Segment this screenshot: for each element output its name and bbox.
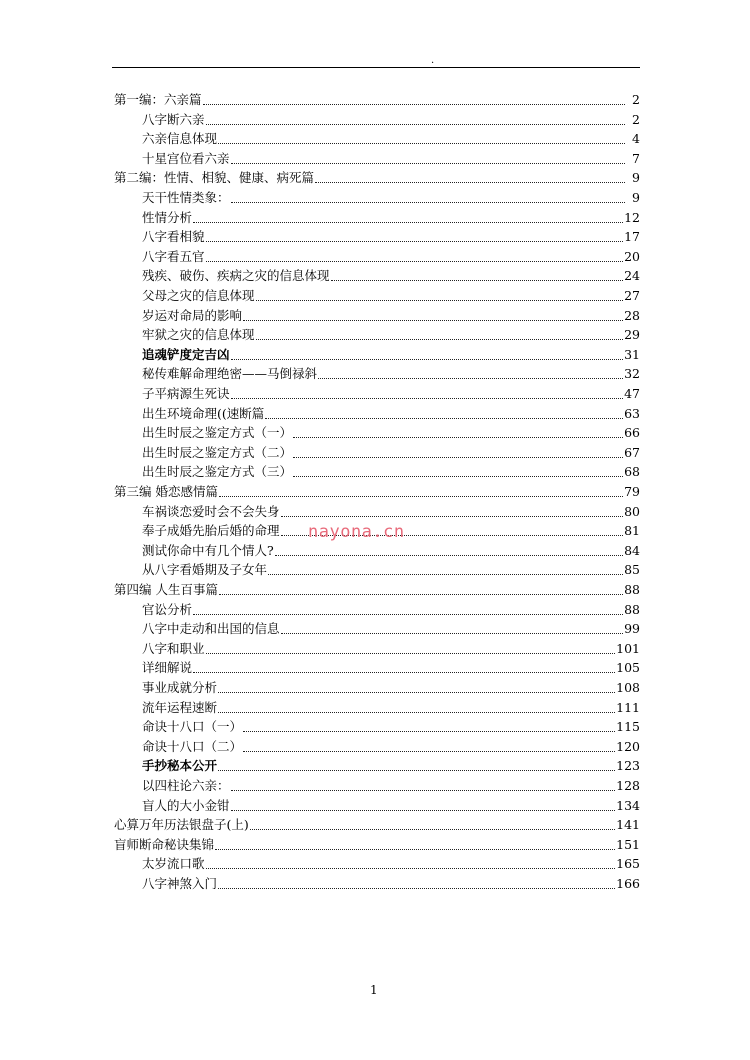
- toc-leader-dots: [281, 516, 624, 517]
- toc-entry[interactable]: [142, 382, 640, 402]
- toc-entry-page: 29: [624, 327, 640, 343]
- toc-entry-title: 车祸谈恋爱时会不会失身: [142, 503, 280, 519]
- toc-entry[interactable]: [142, 617, 640, 637]
- toc-entry-page: 79: [624, 484, 640, 499]
- toc-leader-dots: [275, 555, 623, 556]
- toc-entry[interactable]: [142, 284, 640, 304]
- toc-leader-dots: [231, 359, 624, 360]
- toc-entry-page: 68: [624, 464, 640, 480]
- toc-leader-dots: [265, 418, 623, 419]
- toc-entry-page: 120: [616, 738, 640, 754]
- watermark: nayona.cn: [308, 522, 405, 542]
- toc-entry-title: 第四编 人生百事篇: [114, 582, 218, 597]
- toc-entry[interactable]: [114, 88, 640, 108]
- toc-leader-dots: [331, 280, 624, 281]
- toc-leader-dots: [218, 712, 615, 713]
- toc-entry-page: 47: [624, 386, 640, 401]
- toc-entry[interactable]: [142, 421, 640, 441]
- page-number: 1: [370, 983, 378, 997]
- toc-entry-page: 20: [624, 248, 640, 264]
- toc-leader-dots: [206, 261, 624, 262]
- toc-entry-title: 子平病源生死诀: [142, 386, 230, 401]
- toc-entry-title: 第二编：性情、相貌、健康、病死篇: [114, 170, 315, 186]
- toc-entry-page: 108: [616, 680, 640, 695]
- toc-entry-page: 88: [624, 601, 640, 617]
- toc-leader-dots: [293, 457, 623, 458]
- toc-leader-dots: [243, 320, 623, 321]
- toc-entry-title: 出生时辰之鉴定方式（三）: [142, 464, 293, 480]
- toc-leader-dots: [243, 731, 615, 732]
- toc-entry-title: 六亲信息体现: [142, 131, 218, 147]
- toc-entry-title: 秘传难解命理绝密——马倒禄斜: [142, 366, 318, 382]
- toc-entry-page: 111: [616, 699, 640, 715]
- header-rule: [112, 67, 640, 68]
- toc-entry[interactable]: [142, 343, 640, 363]
- toc-entry-page: 9: [632, 190, 640, 205]
- toc-entry-title: 盲人的大小金钳: [142, 797, 230, 813]
- toc-entry-page: 31: [624, 346, 640, 362]
- toc-leader-dots: [193, 222, 623, 223]
- toc-entry[interactable]: [142, 715, 640, 735]
- toc-leader-dots: [193, 614, 623, 615]
- toc-entry[interactable]: [142, 558, 640, 578]
- toc-entry-page: 7: [632, 150, 640, 166]
- toc-entry-title: 出生时辰之鉴定方式（二）: [142, 444, 293, 460]
- toc-entry-page: 9: [632, 170, 640, 186]
- toc-entry-title: 手抄秘本公开: [142, 758, 218, 774]
- toc-entry-page: 101: [616, 640, 640, 656]
- toc-entry-title: 第三编 婚恋感情篇: [114, 484, 218, 499]
- toc-entry[interactable]: [142, 402, 640, 422]
- toc-entry[interactable]: [142, 696, 640, 716]
- toc-leader-dots: [218, 888, 615, 889]
- toc-entry[interactable]: [142, 127, 640, 147]
- toc-entry[interactable]: [142, 598, 640, 618]
- toc-entry-page: 4: [632, 131, 640, 147]
- toc-entry-title: 命诀十八口（一）: [142, 719, 243, 735]
- toc-entry-page: 12: [624, 209, 640, 225]
- toc-entry-page: 166: [616, 876, 640, 891]
- toc-entry-title: 测试你命中有几个情人?: [142, 542, 274, 558]
- toc-entry[interactable]: [142, 774, 640, 794]
- toc-entry-title: 性情分析: [142, 209, 193, 225]
- toc-leader-dots: [193, 672, 615, 673]
- toc-leader-dots: [206, 124, 625, 125]
- toc-entry-title: 十星宫位看六亲: [142, 150, 230, 166]
- toc-entry-title: 心算万年历法银盘子(上): [114, 817, 249, 833]
- toc-leader-dots: [215, 849, 615, 850]
- toc-entry-title: 奉子成婚先胎后婚的命理: [142, 523, 280, 539]
- toc-entry-title: 以四柱论六亲：: [142, 778, 230, 793]
- toc-entry[interactable]: [142, 186, 640, 206]
- toc-leader-dots: [256, 300, 624, 301]
- toc-entry-title: 牢狱之灾的信息体现: [142, 327, 255, 343]
- toc-leader-dots: [206, 241, 624, 242]
- toc-entry-page: 165: [616, 856, 640, 872]
- toc-entry[interactable]: [114, 578, 640, 598]
- toc-entry-title: 官讼分析: [142, 601, 193, 617]
- toc-entry[interactable]: [142, 754, 640, 774]
- toc-entry-title: 八字和职业: [142, 640, 205, 656]
- toc-leader-dots: [293, 437, 623, 438]
- toc-entry-page: 27: [624, 288, 640, 303]
- toc-entry[interactable]: [114, 833, 640, 853]
- toc-leader-dots: [218, 770, 615, 771]
- toc-entry-page: 141: [616, 817, 640, 833]
- toc-entry-page: 99: [624, 621, 640, 637]
- toc-entry-title: 出生时辰之鉴定方式（一）: [142, 425, 293, 441]
- toc-leader-dots: [293, 476, 623, 477]
- toc-leader-dots: [268, 574, 623, 575]
- toc-entry[interactable]: [142, 441, 640, 461]
- toc-entry-page: 17: [624, 229, 640, 245]
- toc-entry[interactable]: [142, 225, 640, 245]
- toc-entry-title: 八字神煞入门: [142, 876, 218, 891]
- toc-leader-dots: [315, 182, 625, 183]
- toc-entry[interactable]: [142, 500, 640, 520]
- toc-entry-page: 80: [624, 503, 640, 519]
- toc-entry[interactable]: [142, 676, 640, 696]
- toc-entry-page: 32: [624, 366, 640, 382]
- toc-entry[interactable]: [142, 872, 640, 892]
- toc-entry-page: 67: [624, 444, 640, 460]
- toc-entry-title: 详细解说: [142, 660, 193, 676]
- toc-entry-page: 24: [624, 268, 640, 284]
- toc-entry[interactable]: [142, 794, 640, 814]
- toc-entry-title: 岁运对命局的影响: [142, 307, 243, 323]
- toc-entry-title: 盲师断命秘诀集锦: [114, 836, 215, 852]
- toc-entry[interactable]: [142, 735, 640, 755]
- toc-entry[interactable]: [142, 304, 640, 324]
- toc-entry[interactable]: [142, 323, 640, 343]
- toc-entry[interactable]: [114, 166, 640, 186]
- toc-entry-title: 第一编：六亲篇: [114, 92, 202, 107]
- toc-leader-dots: [218, 143, 625, 144]
- toc-entry-page: 63: [624, 405, 640, 421]
- toc-entry-page: 2: [632, 92, 640, 107]
- toc-entry[interactable]: [142, 206, 640, 226]
- toc-entry-title: 事业成就分析: [142, 680, 218, 695]
- toc-leader-dots: [250, 829, 615, 830]
- toc-leader-dots: [281, 633, 624, 634]
- toc-entry[interactable]: [142, 852, 640, 872]
- toc-entry-title: 从八字看婚期及子女年: [142, 562, 268, 578]
- toc-entry-page: 84: [624, 542, 640, 558]
- toc-leader-dots: [231, 790, 616, 791]
- toc-entry[interactable]: [142, 245, 640, 265]
- toc-entry-page: 28: [624, 307, 640, 323]
- toc-entry-title: 追魂铲度定吉凶: [142, 346, 230, 362]
- toc-leader-dots: [231, 163, 625, 164]
- toc-leader-dots: [243, 751, 615, 752]
- toc-entry-page: 81: [624, 523, 640, 539]
- toc-entry-title: 八字看相貌: [142, 229, 205, 245]
- toc-entry[interactable]: [142, 362, 640, 382]
- toc-entry-page: 134: [616, 797, 640, 813]
- toc-leader-dots: [206, 653, 616, 654]
- toc-entry-page: 128: [616, 778, 640, 793]
- toc-entry-page: 2: [632, 111, 640, 127]
- toc-entry[interactable]: [142, 108, 640, 128]
- toc-entry-title: 太岁流口歌: [142, 856, 205, 872]
- toc-entry-title: 天干性情类象：: [142, 190, 230, 205]
- toc-entry-page: 66: [624, 425, 640, 441]
- toc-leader-dots: [218, 692, 615, 693]
- toc-leader-dots: [231, 398, 624, 399]
- toc-leader-dots: [203, 104, 625, 105]
- toc-leader-dots: [231, 810, 616, 811]
- toc-entry-page: 105: [616, 660, 640, 676]
- toc-leader-dots: [206, 868, 616, 869]
- toc-entry[interactable]: [114, 480, 640, 500]
- toc-entry[interactable]: [142, 637, 640, 657]
- toc-leader-dots: [256, 339, 624, 340]
- header-mark: .: [431, 55, 435, 66]
- toc-leader-dots: [231, 202, 625, 203]
- toc-entry-title: 八字看五官: [142, 248, 205, 264]
- toc-entry-page: 123: [616, 758, 640, 774]
- toc-entry-title: 父母之灾的信息体现: [142, 288, 255, 303]
- toc-entry[interactable]: [142, 460, 640, 480]
- toc-leader-dots: [219, 496, 623, 497]
- toc-entry[interactable]: [114, 813, 640, 833]
- toc-entry-title: 八字中走动和出国的信息: [142, 621, 280, 637]
- toc-entry-title: 残疾、破伤、疾病之灾的信息体现: [142, 268, 330, 284]
- toc-entry-page: 151: [616, 836, 640, 852]
- toc-entry-title: 命诀十八口（二）: [142, 738, 243, 754]
- toc-entry-title: 流年运程速断: [142, 699, 218, 715]
- toc-entry[interactable]: [142, 147, 640, 167]
- toc-entry-page: 88: [624, 582, 640, 597]
- toc-entry[interactable]: [142, 264, 640, 284]
- toc-entry[interactable]: [142, 656, 640, 676]
- toc-entry-page: 115: [616, 719, 640, 735]
- toc-entry-page: 85: [624, 562, 640, 578]
- toc-entry-title: 八字断六亲: [142, 111, 205, 127]
- toc-leader-dots: [219, 594, 623, 595]
- toc-entry-title: 出生环境命理((速断篇: [142, 405, 265, 421]
- toc-leader-dots: [318, 378, 623, 379]
